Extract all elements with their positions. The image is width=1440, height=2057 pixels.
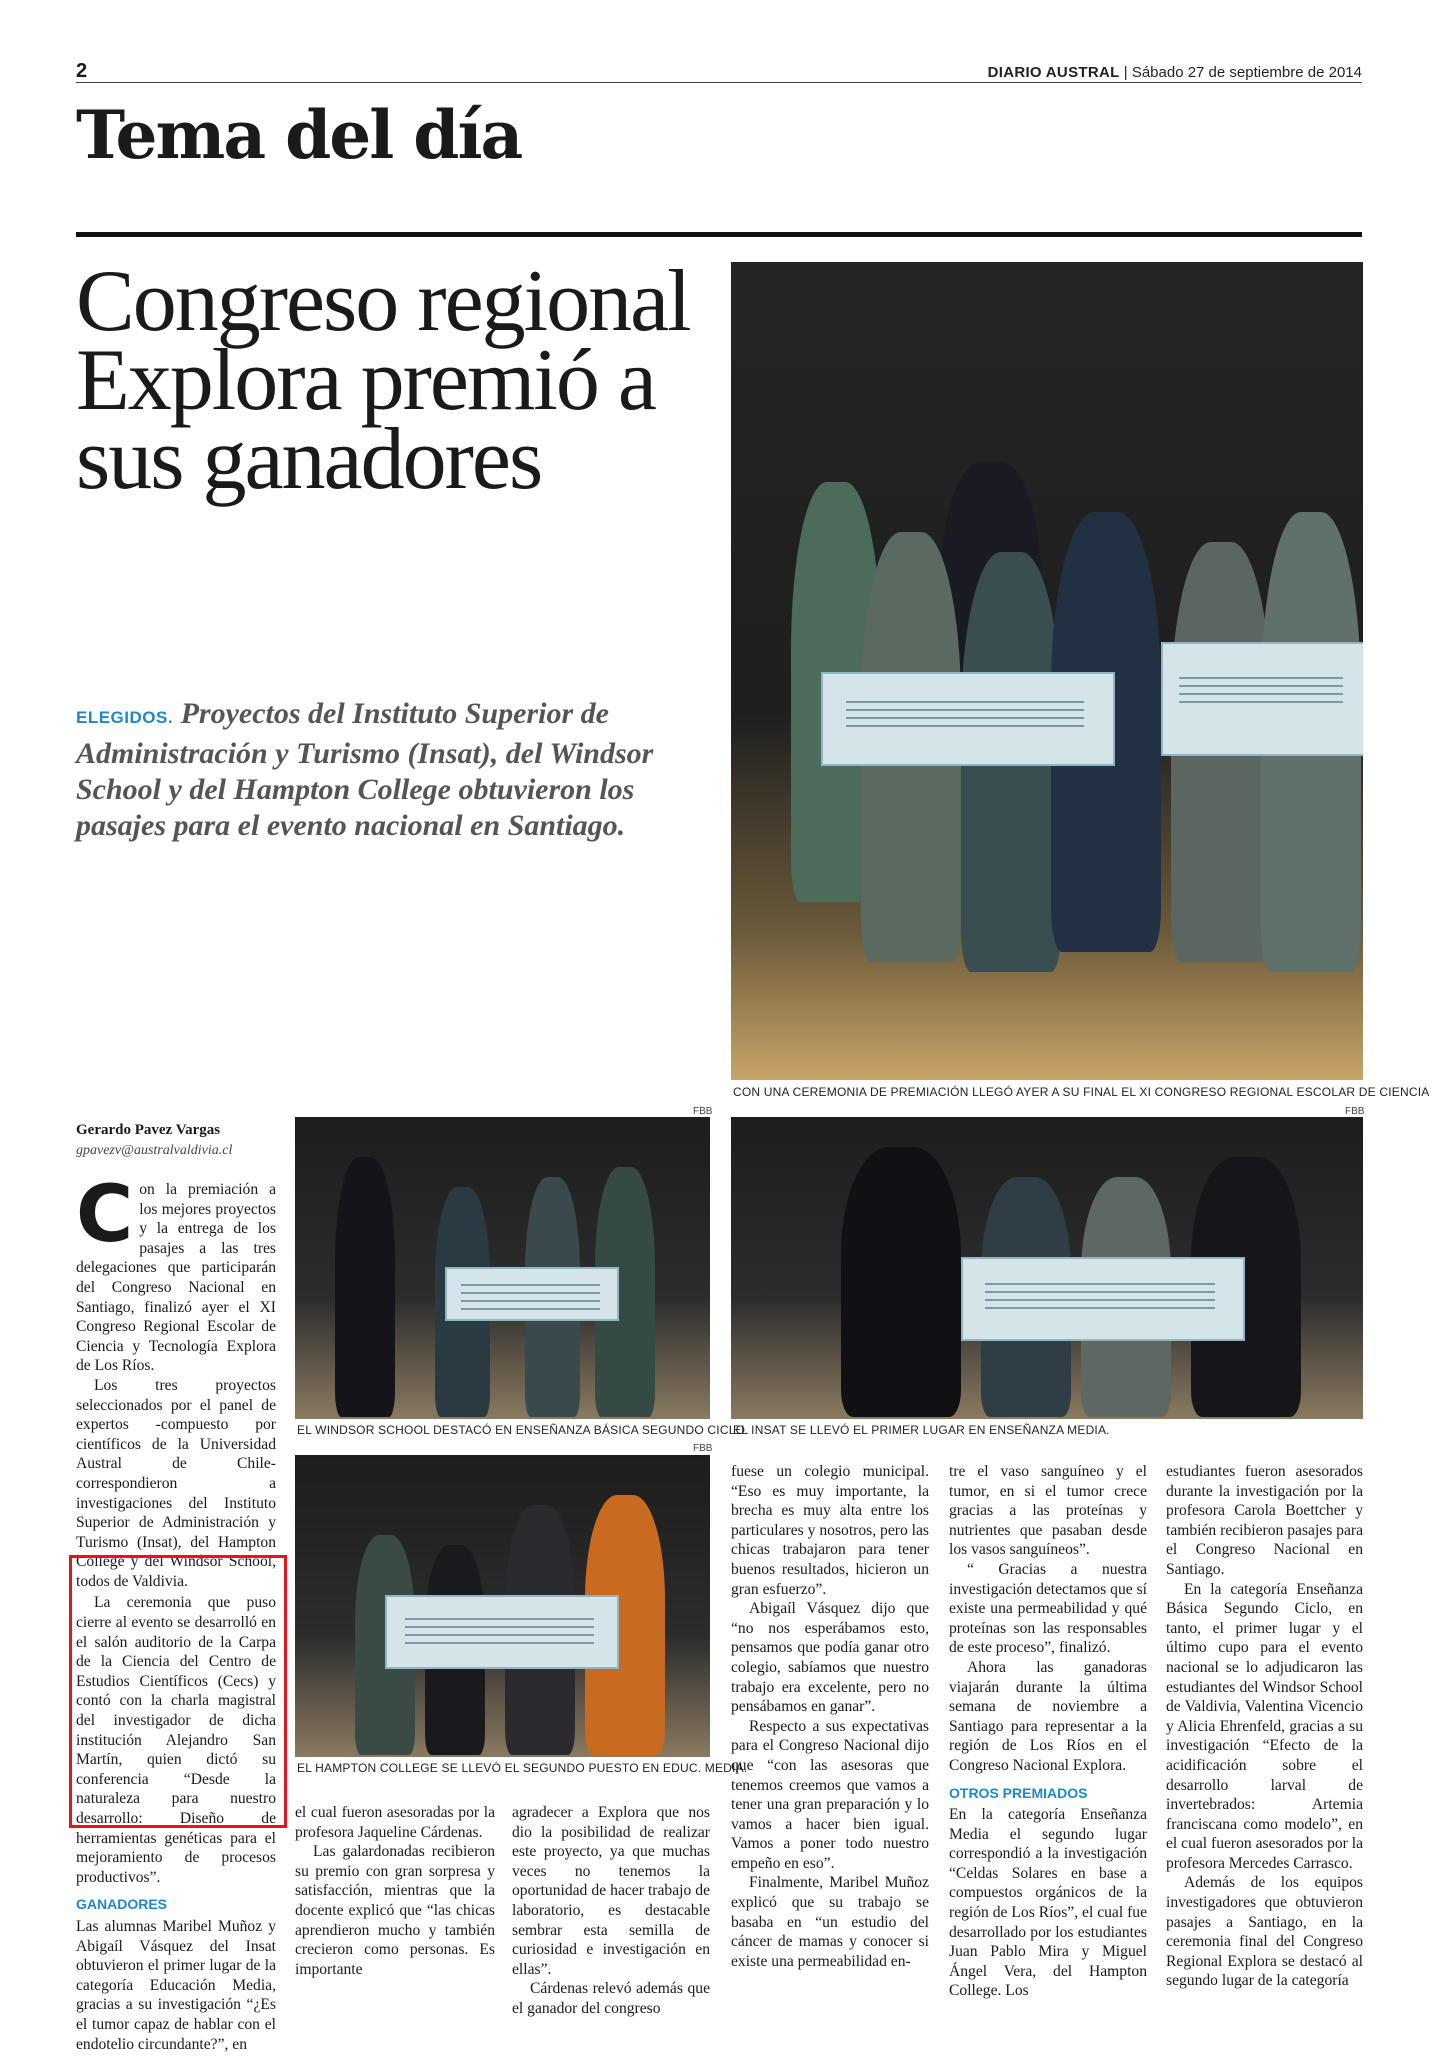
hampton-photo-caption: EL HAMPTON COLLEGE SE LLEVÓ EL SEGUNDO PUESTO EN EDUC. MEDIA.	[297, 1761, 748, 1775]
section-title: Tema del día	[76, 96, 522, 174]
paragraph: estudiantes fueron asesorados durante la investigación por la profesora Carola Boettcher y también recibieron pasajes para el Congreso Nacional en Santiago.	[1166, 1463, 1363, 1578]
drop-cap: C	[76, 1170, 134, 1260]
body-column-2	[295, 1803, 495, 1979]
windsor-photo	[295, 1117, 710, 1419]
main-photo-caption: CON UNA CEREMONIA DE PREMIACIÓN LLEGÓ AYER A SU FINAL EL XI CONGRESO REGIONAL ESCOLAR DE CIENCIA	[733, 1085, 1430, 1099]
main-photo-credit: FBB	[1345, 1106, 1365, 1117]
paragraph: agradecer a Explora que nos dio la posibilidad de realizar este proyecto, ya que muchas veces no tenemos la oportunidad de hacer trabajo de laboratorio, es destacable sembrar esta semilla de curiosidad e investigación en ellas”.	[512, 1804, 710, 1978]
highlight-box	[69, 1555, 287, 1828]
page-number: 2	[76, 60, 88, 82]
lead-paragraph	[76, 696, 716, 844]
body-column-6	[1166, 1462, 1363, 1991]
issue-date: | Sábado 27 de septiembre de 2014	[1123, 64, 1362, 81]
hampton-photo	[295, 1455, 710, 1757]
paragraph: Cárdenas relevó además que el ganador del congreso	[512, 1980, 710, 2017]
section-rule	[76, 232, 1362, 237]
paragraph: Ahora las ganadoras viajarán durante la última semana de noviembre a Santiago para representar a la región de Los Ríos en el Congreso Nacional Explora.	[949, 1658, 1147, 1774]
insat-photo-caption: EL INSAT SE LLEVÓ EL PRIMER LUGAR EN ENSEÑANZA MEDIA.	[733, 1423, 1110, 1437]
byline-email: gpavezv@australvaldivia.cl	[76, 1143, 233, 1158]
main-photo	[731, 262, 1363, 1080]
paragraph: Abigaíl Vásquez dijo que “no nos esperábamos esto, pensamos que podía ganar otro colegio, sabíamos que nuestro trabajo era excelente, pero no pensábamos en ganar”.	[731, 1600, 929, 1716]
windsor-photo-credit: FBB	[693, 1106, 713, 1117]
body-column-5	[949, 1462, 1147, 2001]
newspaper-name: DIARIO AUSTRAL	[987, 64, 1120, 81]
byline-author: Gerardo Pavez Vargas	[76, 1122, 221, 1138]
insat-photo	[731, 1117, 1363, 1419]
paragraph: “ Gracias a nuestra investigación detectamos que sí existe una permeabilidad y qué proteínas son las responsables de este proceso”, finalizó.	[949, 1560, 1147, 1657]
windsor-photo-caption: EL WINDSOR SCHOOL DESTACÓ EN ENSEÑANZA BÁSICA SEGUNDO CICLO.	[297, 1423, 749, 1437]
hampton-photo-credit: FBB	[693, 1443, 713, 1454]
masthead	[988, 64, 1362, 81]
subheading-otros-premiados: OTROS PREMIADOS	[949, 1784, 1088, 1801]
highlighted-paragraph: La ceremonia que puso cierre al evento se desarrolló en el salón auditorio de la Carpa de la Ciencia del Centro de Estudios Científicos (Cecs) y contó con la charla magistral del investigador de dicha institución Alejandro San Martín, quien dictó su conferencia “Desde la naturaleza para nuestro desarrollo: Diseño de herramientas genéticas para el mejoramiento de procesos productivos”.	[76, 1594, 276, 1886]
paragraph: Finalmente, Maribel Muñoz explicó que su trabajo se basaba en “un estudio del cáncer de mamas y conocer si existe una permeabilidad en-	[731, 1874, 929, 1970]
paragraph: el cual fueron asesoradas por la profesora Jaqueline Cárdenas.	[295, 1804, 495, 1841]
paragraph: fuese un colegio municipal. “Eso es muy importante, la brecha es muy alta entre los particulares y nosotros, pero las chicas trabajaron para tener buenos resultados, hicieron un gran esfuerzo”.	[731, 1463, 929, 1598]
body-column-3	[512, 1803, 710, 2019]
kicker: ELEGIDOS.	[76, 708, 174, 727]
paragraph: En la categoría Enseñanza Media el segundo lugar correspondió a la investigación “Celdas Solares en base a compuestos orgánicos de la región de Los Ríos”, el cual fue desarrollado por los estudiantes Juan Pablo Mira y Miguel Ángel Vera, del Hampton College. Los	[949, 1806, 1147, 2000]
paragraph: En la categoría Enseñanza Básica Segundo Ciclo, en tanto, el primer lugar y el último cupo para el evento nacional se lo adjudicaron las estudiantes del Windsor School de Valdivia, Valentina Vicencio y Alicia Ehrenfeld, gracias a su investigación “Efecto de la acidificación sobre el desarrollo larval de invertebrados: Artemia franciscana como modelo”, en el cual fueron asesorados por la profesora Mercedes Carrasco.	[1166, 1580, 1364, 1872]
paragraph: Las galardonadas recibieron su premio con gran sorpresa y satisfacción, mientras que la docente explicó que “las chicas aprendieron mucho y también crecieron como personas. Es importante	[295, 1843, 495, 1978]
paragraph: Además de los equipos investigadores que obtuvieron pasajes a Santiago, en la ceremonia final del Congreso Regional Explora se destacó al segundo lugar de la categoría	[1166, 1874, 1363, 1990]
top-rule	[76, 82, 1362, 83]
paragraph: on la premiación a los mejores proyectos y la entrega de los pasajes a las tres delegaciones que participarán del Congreso Nacional en Santiago, finalizó ayer el XI Congreso Regional Escolar de Ciencia y Tecnología Explora de Los Ríos.	[76, 1181, 276, 1375]
paragraph: tre el vaso sanguíneo y el tumor, en si el tumor crece gracias a las proteínas y nutrientes que pasaban desde los vasos sanguíneos”.	[949, 1463, 1147, 1559]
subheading-ganadores: GANADORES	[76, 1896, 168, 1913]
paragraph: Las alumnas Maribel Muñoz y Abigaíl Vásquez del Insat obtuvieron el primer lugar de la categoría Educación Media, gracias a su investigación “¿Es el tumor capaz de hablar con el endotelio circundante?”, en	[76, 1917, 276, 2053]
body-column-4	[731, 1462, 929, 1971]
headline: Congreso regional Explora premió a sus ganadores	[76, 253, 690, 508]
paragraph: Respecto a sus expectativas para el Congreso Nacional dijo que “con las asesoras que tenemos creemos que vamos a tener una gran preparación y lo vamos a hacer bien igual. Vamos a poner todo nuestro empeño en eso”.	[731, 1717, 929, 1872]
paragraph: Los tres proyectos seleccionados por el panel de expertos -compuesto por científicos de la Universidad Austral de Chile- correspondieron a investigaciones del Instituto Superior de Administración y Turismo (Insat), del Hampton College y del Windsor School, todos de Valdivia.	[76, 1376, 276, 1590]
lead-text: Proyectos del Instituto Superior de Administración y Turismo (Insat), del Windsor School y del Hampton College obtuvieron los pasajes para el evento nacional en Santiago.	[76, 697, 654, 842]
